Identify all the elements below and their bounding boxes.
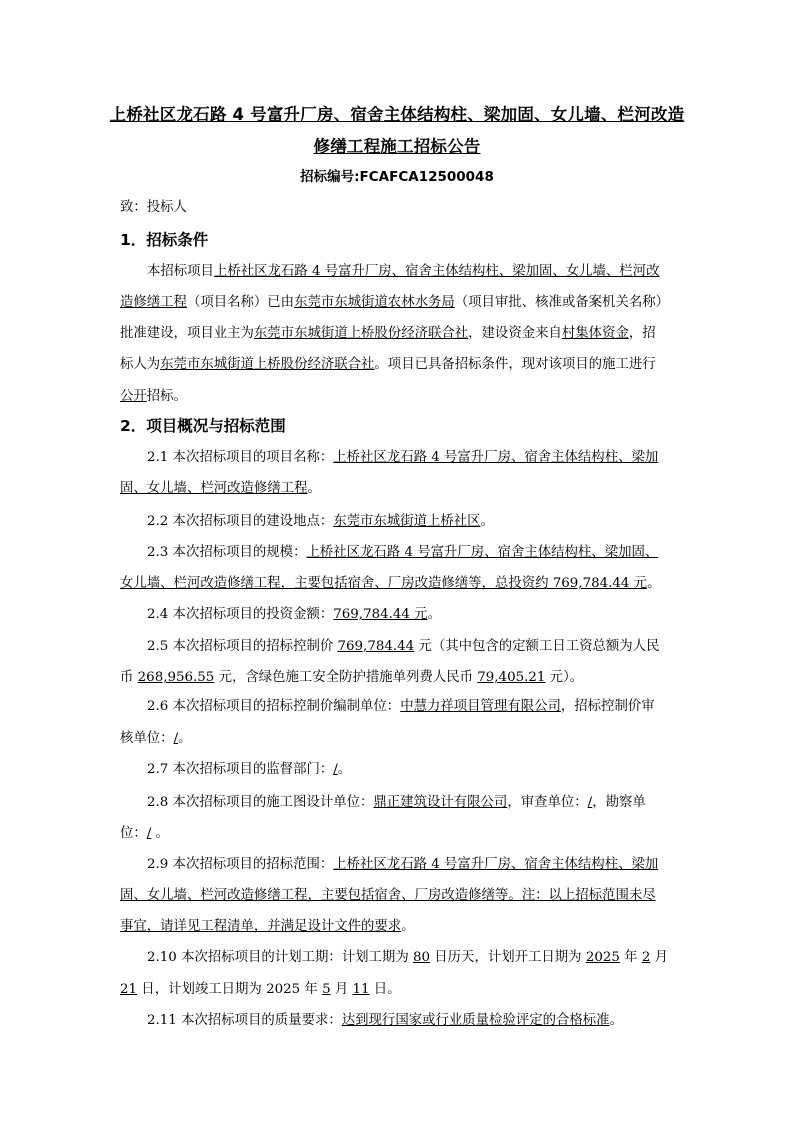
text-line (120, 915, 415, 934)
filled-value: 事宜，请详见工程清单，并满足设计文件的要求 (120, 919, 402, 934)
text-segment: 2.11 本次招标项目的质量要求： (147, 1013, 342, 1028)
section-1-heading: 1．招标条件 (120, 231, 209, 249)
text-segment: 。 (427, 607, 441, 622)
text-segment: 。 (178, 731, 192, 746)
text-segment: 2.5 本次招标项目的招标控制价 (147, 639, 338, 654)
text-segment: ，招 (628, 326, 656, 341)
text-segment: 2.7 本次招标项目的监督部门： (147, 762, 334, 777)
text-line (147, 1009, 623, 1028)
text-segment: 批准建设，项目业主为 (120, 326, 254, 341)
text-line (120, 978, 401, 997)
filled-value: 79,405.21 (477, 670, 546, 685)
text-line (120, 666, 583, 685)
text-segment: 位： (120, 826, 147, 841)
filled-value: 上桥社区龙石路 4 号富升厂房、宿舍主体结构柱、梁加固、 (306, 545, 659, 560)
text-line (120, 822, 169, 841)
text-segment: ，建设资金来自 (468, 326, 562, 341)
text-line (120, 727, 191, 746)
filled-value: 769,784.44 (337, 639, 415, 654)
filled-value: 固、女儿墙、栏河改造修缮工程 (120, 481, 308, 496)
text-line (147, 446, 658, 465)
text-line (147, 510, 494, 529)
filled-value: 2025 (585, 950, 620, 965)
filled-value: 固、女儿墙、栏河改造修缮工程，主要包括宿舍、厂房改造修缮等。注：以上招标范围未尽 (120, 888, 656, 903)
text-line (120, 884, 656, 903)
text-segment: 2.6 本次招标项目的招标控制价编制单位： (147, 699, 401, 714)
text-segment: ，招标控制价审 (560, 699, 655, 714)
text-segment: 月 (330, 982, 353, 997)
filled-value: 2 (641, 950, 651, 965)
text-segment: （项目名称）已由 (186, 295, 295, 310)
text-segment: 。 (480, 514, 494, 529)
text-segment: 元（其中包含的定额工日工资总额为人民 (414, 639, 660, 654)
text-line (147, 853, 658, 872)
filled-value: 268,956.55 (137, 670, 215, 685)
filled-value: 上桥社区龙石路 4 号富升厂房、宿舍主体结构柱、梁加固、女儿墙、栏河改 (213, 264, 660, 279)
filled-value: 上桥社区龙石路 4 号富升厂房、宿舍主体结构柱、梁加 (333, 450, 659, 465)
text-segment: 。 (151, 826, 169, 841)
text-segment: ，审查单位： (507, 795, 588, 810)
section-2-heading: 2．项目概况与招标范围 (120, 417, 286, 435)
text-segment: 日历天，计划开工日期为 (430, 950, 586, 965)
text-segment: 2.3 本次招标项目的规模： (147, 545, 307, 560)
text-line (147, 946, 668, 965)
document-title-line-2: 修缮工程施工招标公告 (313, 137, 481, 156)
filled-value: 中慧力祥项目管理有限公司 (400, 699, 561, 714)
filled-value: 东莞市东城街道上桥股份经济联合社 (160, 357, 375, 372)
text-segment: 2.8 本次招标项目的施工图设计单位： (147, 795, 374, 810)
document-title-line-1: 上桥社区龙石路 4 号富升厂房、宿舍主体结构柱、梁加固、女儿墙、栏河改造 (109, 105, 685, 124)
text-segment: 。 (401, 919, 415, 934)
filled-value: / (587, 795, 593, 810)
filled-value: / (333, 762, 338, 777)
filled-value: 东莞市东城街道上桥股份经济联合社 (253, 326, 469, 341)
text-line (147, 791, 646, 810)
tender-number: 招标编号:FCAFCA12500048 (300, 169, 494, 185)
text-segment: ，勘察单 (592, 795, 646, 810)
text-segment: 2.1 本次招标项目的项目名称： (147, 450, 334, 465)
text-segment: 月 (650, 950, 668, 965)
text-segment: 年 (619, 950, 642, 965)
text-segment: 。 (307, 481, 321, 496)
filled-value: 上桥社区龙石路 4 号富升厂房、宿舍主体结构柱、梁加 (333, 857, 659, 872)
text-line (147, 260, 659, 279)
filled-value: 村集体资金 (561, 326, 629, 341)
filled-value: / (173, 731, 179, 746)
text-segment: 2.10 本次招标项目的计划工期：计划工期为 (147, 950, 413, 965)
filled-value: 鼎正建筑设计有限公司 (373, 795, 508, 810)
filled-value: 东莞市东城街道上桥社区 (333, 514, 481, 529)
text-segment: 元，含绿色施工安全防护措施单列费人民币 (214, 670, 478, 685)
filled-value: 女儿墙、栏河改造修缮工程，主要包括宿舍、厂房改造修缮等，总投资约 769,784.44 元 (120, 576, 648, 591)
filled-value: / (146, 826, 152, 841)
text-line (120, 572, 660, 591)
text-segment: 元）。 (545, 670, 584, 685)
text-segment: 币 (120, 670, 138, 685)
text-segment: 。 (647, 576, 661, 591)
filled-value: 东莞市东城街道农林水务局 (294, 295, 455, 310)
text-segment: 2.9 本次招标项目的招标范围： (147, 857, 334, 872)
text-segment: 。项目已具备招标条件，现对该项目的施工进行 (374, 357, 656, 372)
text-line (120, 385, 187, 404)
text-line (120, 291, 669, 310)
filled-value: 769,784.44 元 (333, 607, 428, 622)
filled-value: 公开 (120, 389, 147, 404)
text-line (147, 758, 351, 777)
filled-value: 5 (322, 982, 331, 997)
text-line (120, 477, 321, 496)
text-line (120, 322, 656, 341)
filled-value: 11 (352, 982, 370, 997)
text-segment: 日。 (369, 982, 401, 997)
filled-value: 造修缮工程 (120, 295, 187, 310)
text-segment: 标人为 (120, 357, 161, 372)
text-line (147, 635, 659, 654)
text-segment: 日，计划竣工日期为 2025 年 (137, 982, 323, 997)
greeting: 致：投标人 (120, 200, 187, 215)
text-segment: 本招标项目 (147, 264, 214, 279)
text-line (147, 603, 441, 622)
text-segment: 招标。 (146, 389, 187, 404)
text-line (147, 541, 658, 560)
filled-value: 21 (120, 982, 138, 997)
text-segment: 。 (337, 762, 352, 777)
filled-value: 80 (412, 950, 431, 965)
text-line (147, 695, 655, 714)
text-segment: 核单位： (120, 731, 174, 746)
filled-value: 达到现行国家或行业质量检验评定的合格标准 (341, 1013, 610, 1028)
text-segment: （项目审批、核准或备案机关名称） (454, 295, 670, 310)
text-segment: 。 (609, 1013, 623, 1028)
text-segment: 2.2 本次招标项目的建设地点： (147, 514, 334, 529)
text-line (120, 353, 656, 372)
text-segment: 2.4 本次招标项目的投资金额： (147, 607, 334, 622)
